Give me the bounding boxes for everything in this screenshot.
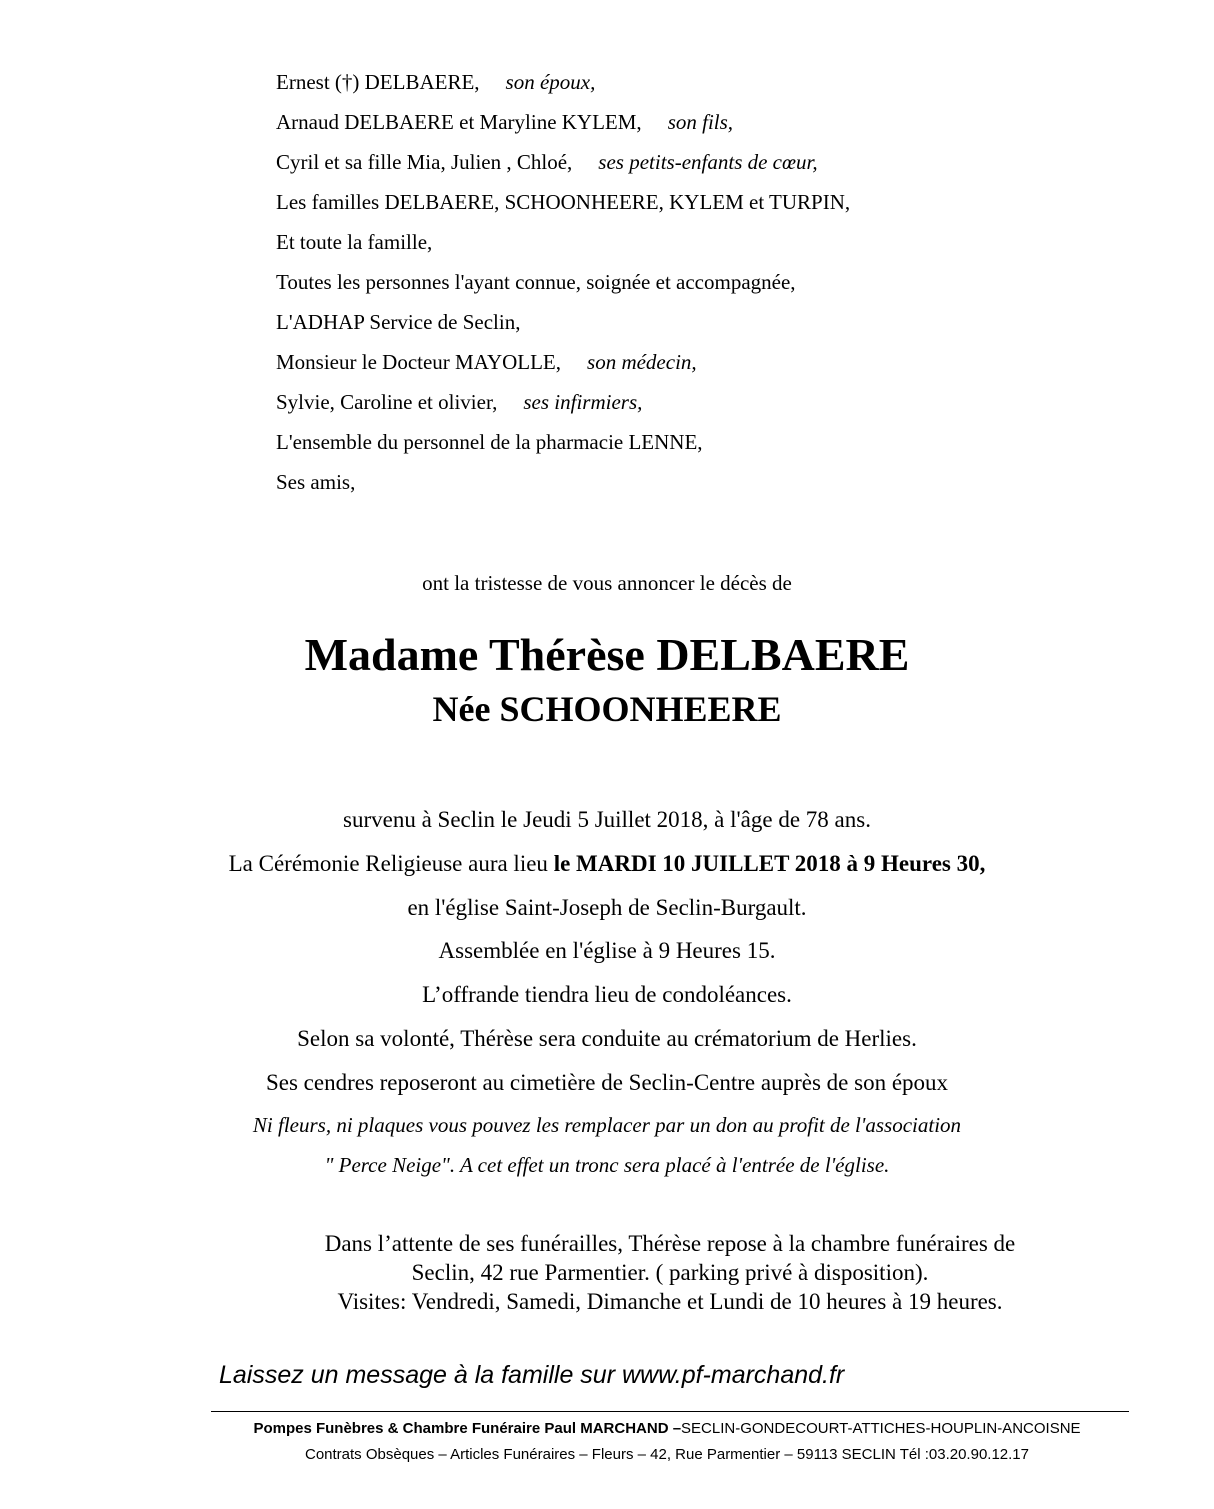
- visitation-line-1: Dans l’attente de ses funérailles, Thérèse repose à la chambre funéraires de: [324, 1231, 1016, 1256]
- family-line: [276, 310, 520, 334]
- family-line: [276, 350, 697, 374]
- family-names: L'ADHAP Service de Seclin,: [276, 310, 521, 334]
- footer-divider: [211, 1411, 1129, 1412]
- family-line: [276, 430, 703, 454]
- visitation-info: [240, 1229, 1100, 1316]
- maiden-name: Née SCHOONHEERE: [432, 689, 782, 729]
- church-location: en l'église Saint-Joseph de Seclin-Burgault.: [407, 895, 807, 920]
- family-role: ses petits-enfants de cœur,: [598, 150, 818, 174]
- offering-note: L’offrande tiendra lieu de condoléances.: [422, 982, 792, 1007]
- family-names: Sylvie, Caroline et olivier,: [276, 390, 498, 414]
- flowers-note-2: " Perce Neige". A cet effet un tronc sera placé à l'entrée de l'église.: [324, 1153, 890, 1177]
- announcement-intro: ont la tristesse de vous annoncer le décès de: [422, 571, 792, 595]
- family-names: Ernest (†) DELBAERE,: [276, 70, 480, 94]
- family-line: [276, 110, 733, 134]
- cremation-note: Selon sa volonté, Thérèse sera conduite au crématorium de Herlies.: [297, 1026, 917, 1051]
- family-line: [276, 470, 355, 494]
- assembly-time: Assemblée en l'église à 9 Heures 15.: [438, 938, 776, 963]
- ashes-note: Ses cendres reposeront au cimetière de Seclin-Centre auprès de son époux: [265, 1070, 949, 1095]
- deceased-name: Madame Thérèse DELBAERE: [304, 629, 910, 680]
- family-names: Ses amis,: [276, 470, 356, 494]
- family-names: Et toute la famille,: [276, 230, 433, 254]
- family-names: Cyril et sa fille Mia, Julien , Chloé,: [276, 150, 573, 174]
- family-role: son médecin,: [587, 350, 697, 374]
- visitation-line-2: Seclin, 42 rue Parmentier. ( parking privé à disposition).: [411, 1260, 929, 1285]
- family-names: Les familles DELBAERE, SCHOONHEERE, KYLEM et TURPIN,: [276, 190, 851, 214]
- footer-company: Pompes Funèbres & Chambre Funéraire Paul MARCHAND –: [253, 1420, 682, 1437]
- family-line: [276, 190, 850, 214]
- ceremony-prefix: La Cérémonie Religieuse aura lieu: [228, 851, 554, 876]
- family-names: Monsieur le Docteur MAYOLLE,: [276, 350, 562, 374]
- visitation-line-3: Visites: Vendredi, Samedi, Dimanche et Lundi de 10 heures à 19 heures.: [337, 1289, 1003, 1314]
- family-role: ses infirmiers,: [523, 390, 643, 414]
- family-line: [276, 230, 432, 254]
- family-line: [276, 70, 595, 94]
- footer-towns: SECLIN-GONDECOURT-ATTICHES-HOUPLIN-ANCOISNE: [681, 1420, 1081, 1437]
- death-details: survenu à Seclin le Jeudi 5 Juillet 2018, à l'âge de 78 ans.: [343, 807, 871, 832]
- family-names: Toutes les personnes l'ayant connue, soignée et accompagnée,: [276, 270, 796, 294]
- condolence-message-link[interactable]: Laissez un message à la famille sur www.pf-marchand.fr: [219, 1361, 845, 1389]
- flowers-note-1: Ni fleurs, ni plaques vous pouvez les remplacer par un don au profit de l'association: [252, 1113, 962, 1137]
- family-names: L'ensemble du personnel de la pharmacie LENNE,: [276, 430, 703, 454]
- family-line: [276, 390, 642, 414]
- family-line: [276, 270, 796, 294]
- footer-services: Contrats Obsèques – Articles Funéraires – Fleurs – 42, Rue Parmentier – 59113 SECLIN Tél :03.20.90.12.17: [304, 1446, 1029, 1463]
- ceremony-date: le MARDI 10 JUILLET 2018 à 9 Heures 30,: [553, 851, 986, 876]
- family-line: [276, 150, 818, 174]
- family-role: son époux,: [505, 70, 596, 94]
- footer-company-line: [0, 1420, 1214, 1437]
- ceremony-details: [0, 850, 1214, 878]
- family-names: Arnaud DELBAERE et Maryline KYLEM,: [276, 110, 642, 134]
- family-role: son fils,: [667, 110, 734, 134]
